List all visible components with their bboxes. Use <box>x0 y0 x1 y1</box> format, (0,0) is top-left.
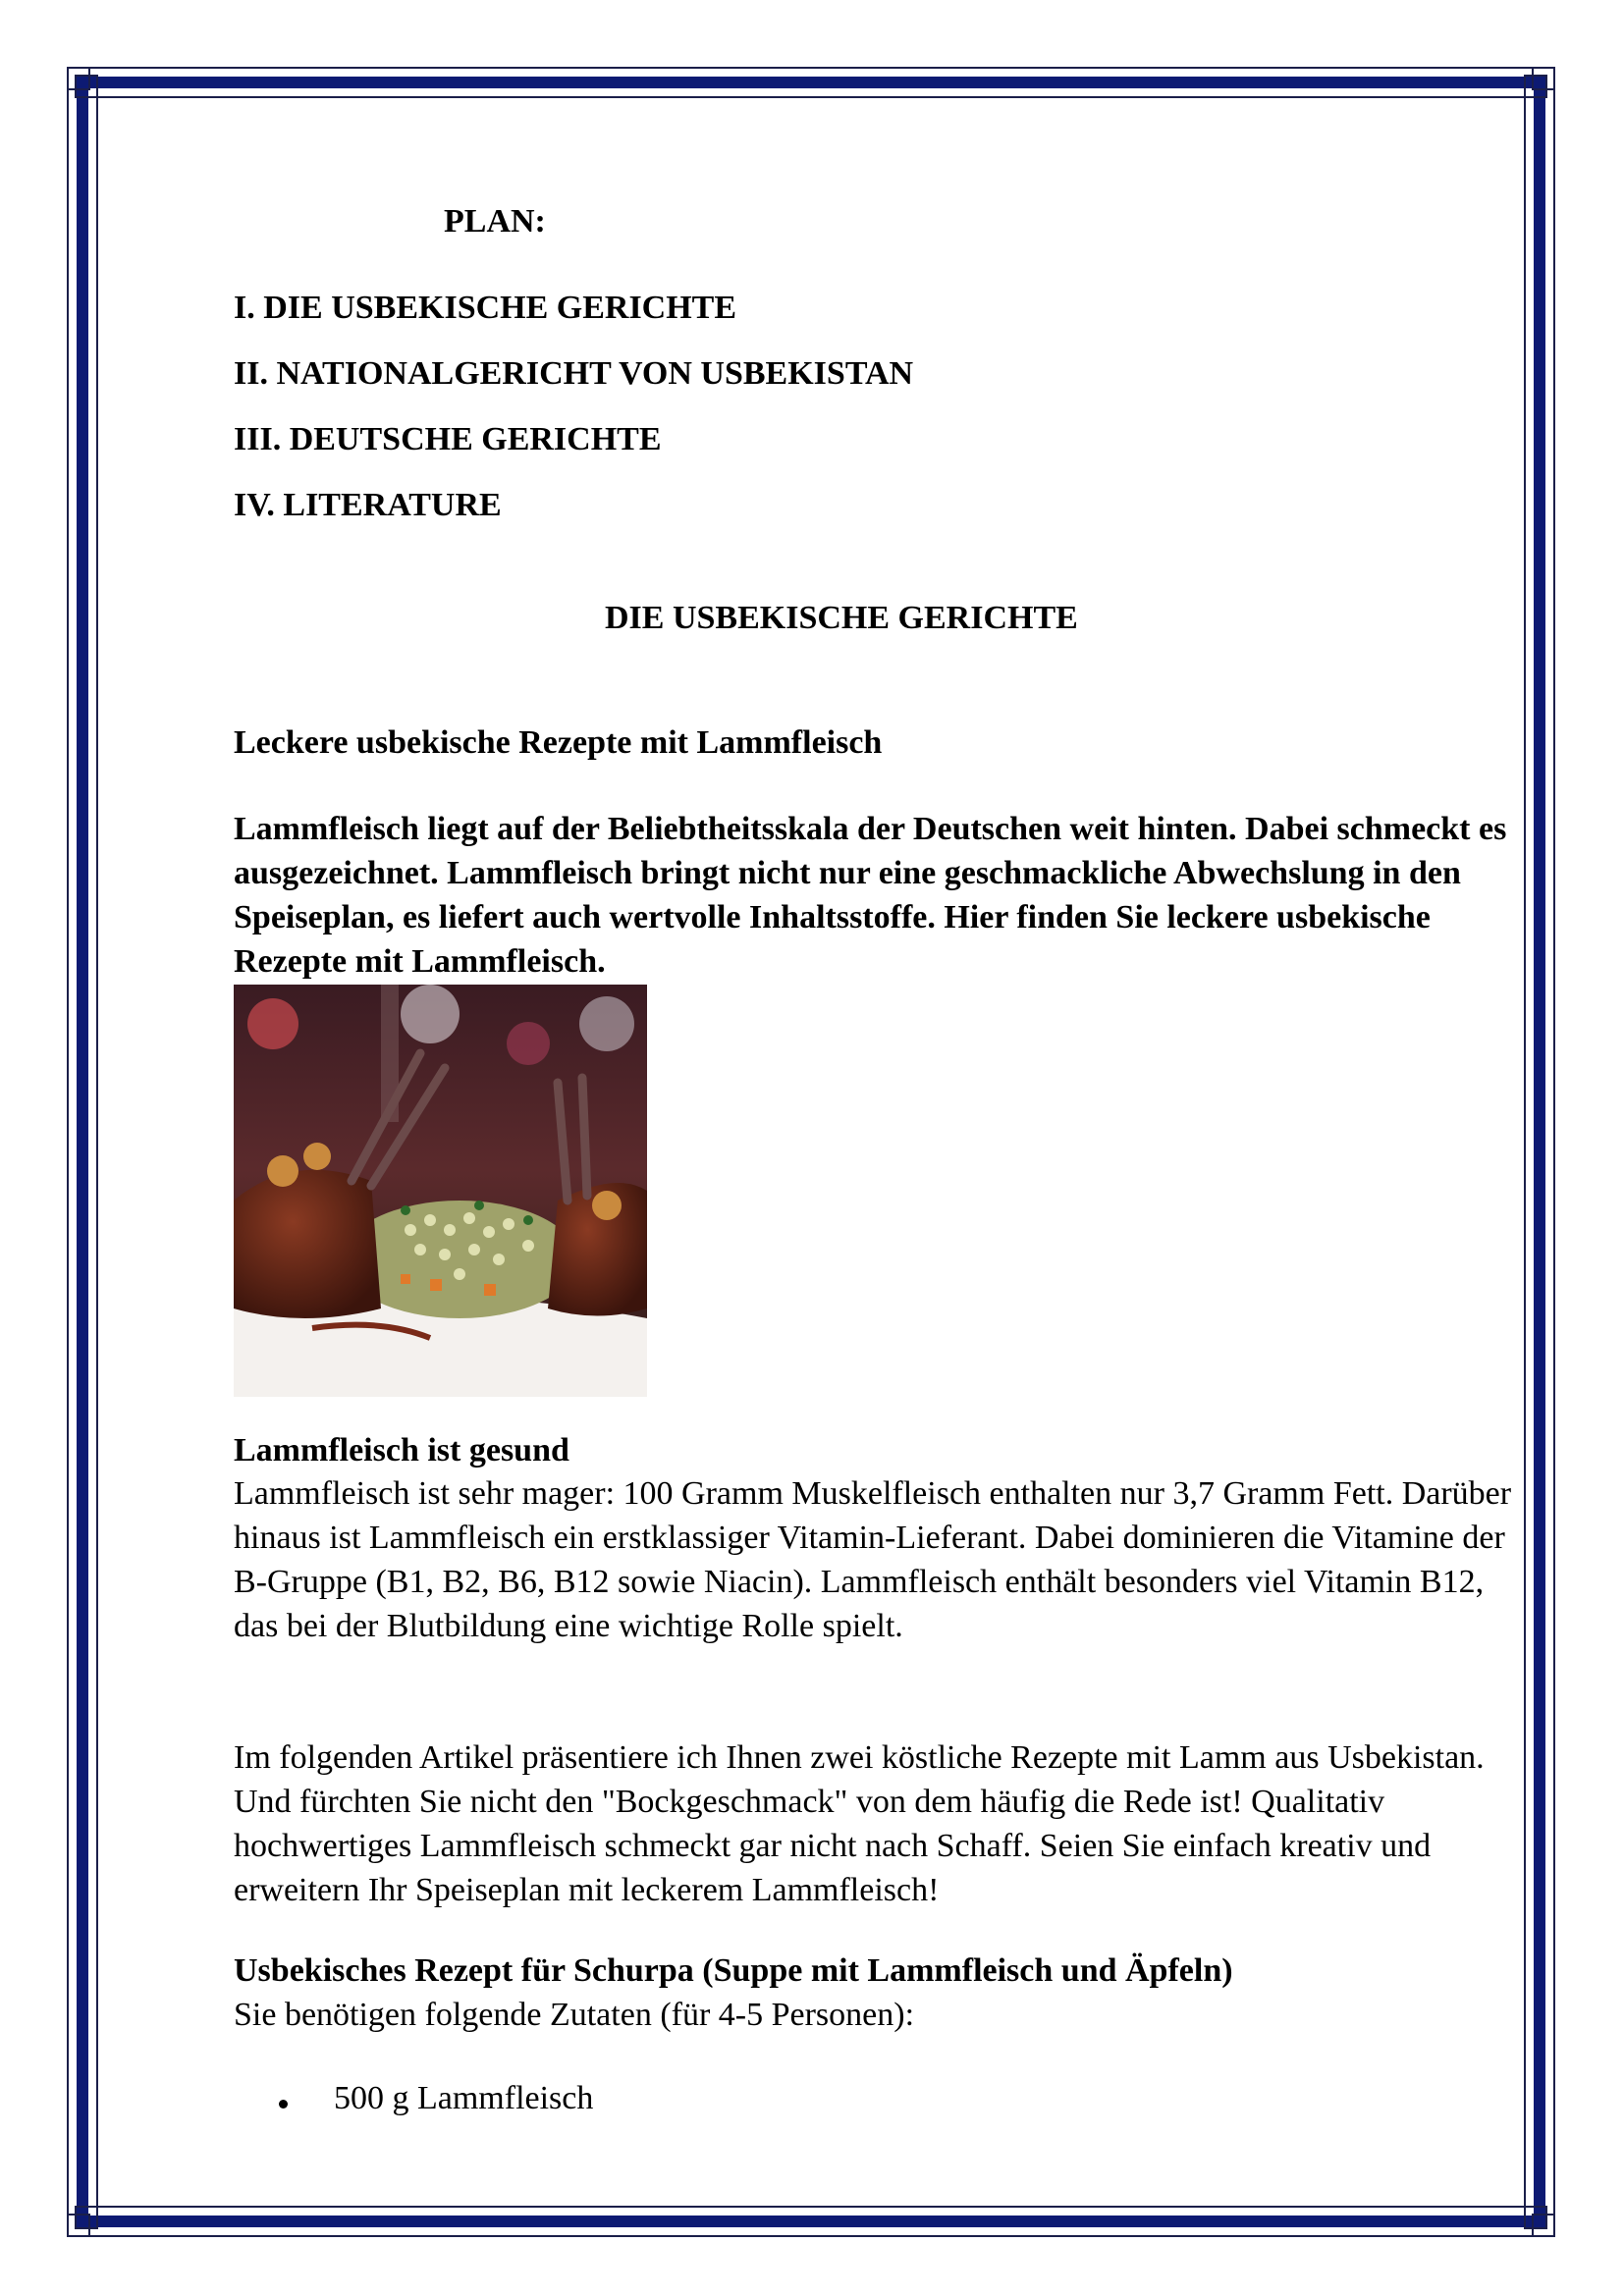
plan-title: PLAN: <box>444 203 546 240</box>
ingredient-label: 500 g Lammfleisch <box>334 2080 594 2116</box>
plan-item: I. DIE USBEKISCHE GERICHTE <box>234 290 737 326</box>
recipe-heading: Usbekisches Rezept für Schurpa (Suppe mit Lammfleisch und Äpfeln) <box>234 1952 1233 1989</box>
section-subtitle: Leckere usbekische Rezepte mit Lammfleisch <box>234 724 883 761</box>
plan-item: IV. LITERATURE <box>234 487 502 523</box>
health-paragraph: Lammfleisch ist sehr mager: 100 Gramm Muskelfleisch enthalten nur 3,7 Gramm Fett. Darüber hinaus ist Lammfleisch ein erstklassiger Vitamin-Lieferant. Dabei dominieren die Vitamine der B-Gruppe (B1, B2, B6, B12 sowie Niacin). Lammfleisch enthält besonders viel Vitamin B12, das bei der Blutbildung eine wichtige Rolle spielt. <box>234 1475 1512 1644</box>
health-heading: Lammfleisch ist gesund <box>234 1432 569 1468</box>
corner-ornament-icon <box>67 67 98 98</box>
corner-ornament-icon <box>1524 67 1555 98</box>
bullet-icon <box>279 2100 288 2109</box>
section-title: DIE USBEKISCHE GERICHTE <box>605 600 1078 636</box>
article-paragraph: Im folgenden Artikel präsentiere ich Ihnen zwei köstliche Rezepte mit Lamm aus Usbekistan. Und fürchten Sie nicht den "Bockgeschmack" von dem häufig die Rede ist! Qualitativ hochwertiges Lammfleisch schmeckt gar nicht nach Schaff. Seien Sie einfach kreativ und erweitern Ihr Speiseplan mit leckerem Lammfleisch! <box>234 1739 1485 1908</box>
intro-paragraph: Lammfleisch liegt auf der Beliebtheitsskala der Deutschen weit hinten. Dabei schmeckt es ausgezeichnet. Lammfleisch bringt nicht nur eine geschmackliche Abwechslung in den Speiseplan, es liefert auch wertvolle Inhaltsstoffe. Hier finden Sie leckere usbekische Rezepte mit Lammfleisch. <box>234 811 1507 980</box>
recipe-intro: Sie benötigen folgende Zutaten (für 4-5 Personen): <box>234 1997 915 2033</box>
corner-ornament-icon <box>1524 2206 1555 2237</box>
plan-item: II. NATIONALGERICHT VON USBEKISTAN <box>234 355 914 392</box>
plan-item: III. DEUTSCHE GERICHTE <box>234 421 662 457</box>
corner-ornament-icon <box>67 2206 98 2237</box>
lamb-dish-photo <box>234 985 647 1397</box>
